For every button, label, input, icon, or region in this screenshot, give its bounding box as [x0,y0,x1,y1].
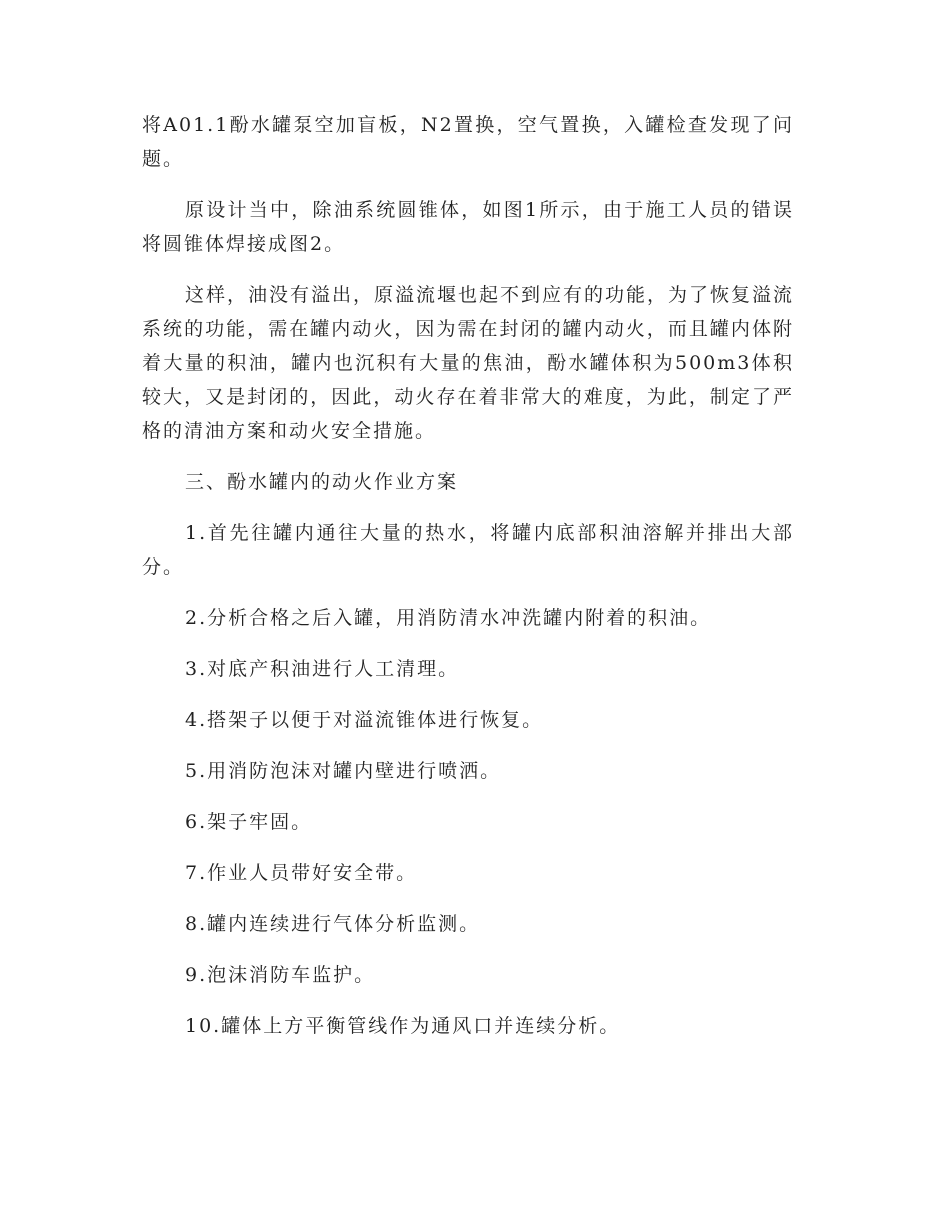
paragraph-intro: 将A01.1酚水罐泵空加盲板，N2置换，空气置换，入罐检查发现了问题。 [142,114,794,170]
list-item-step-4: 4.搭架子以便于对溢流锥体进行恢复。 [185,709,544,731]
section-heading: 三、酚水罐内的动火作业方案 [185,471,459,493]
list-item-step-7: 7.作业人员带好安全带。 [185,862,418,884]
list-item-step-2: 2.分析合格之后入罐，用消防清水冲洗罐内附着的积油。 [185,607,712,629]
list-item-step-3: 3.对底产积油进行人工清理。 [185,658,460,680]
list-item-step-5: 5.用消防泡沫对罐内壁进行喷洒。 [185,760,502,782]
list-item-step-9: 9.泡沫消防车监护。 [185,964,376,986]
list-item-step-1: 1.首先往罐内通往大量的热水，将罐内底部积油溶解并排出大部分。 [142,522,794,578]
paragraph-consequence: 这样，油没有溢出，原溢流堰也起不到应有的功能，为了恢复溢流系统的功能，需在罐内动火，因为需在封闭的罐内动火，而且罐内体附着大量的积油，罐内也沉积有大量的焦油，酚水罐体积为500m3体积较大，又是封闭的，因此，动火存在着非常大的难度，为此，制定了严格的清油方案和动火安全措施。 [142,284,795,442]
list-item-step-6: 6.架子牢固。 [185,811,313,833]
list-item-step-8: 8.罐内连续进行气体分析监测。 [185,913,481,935]
paragraph-design: 原设计当中，除油系统圆锥体，如图1所示，由于施工人员的错误将圆锥体焊接成图2。 [142,199,794,255]
document-body [142,108,794,1060]
list-item-step-10: 10.罐体上方平衡管线作为通风口并连续分析。 [185,1015,621,1037]
